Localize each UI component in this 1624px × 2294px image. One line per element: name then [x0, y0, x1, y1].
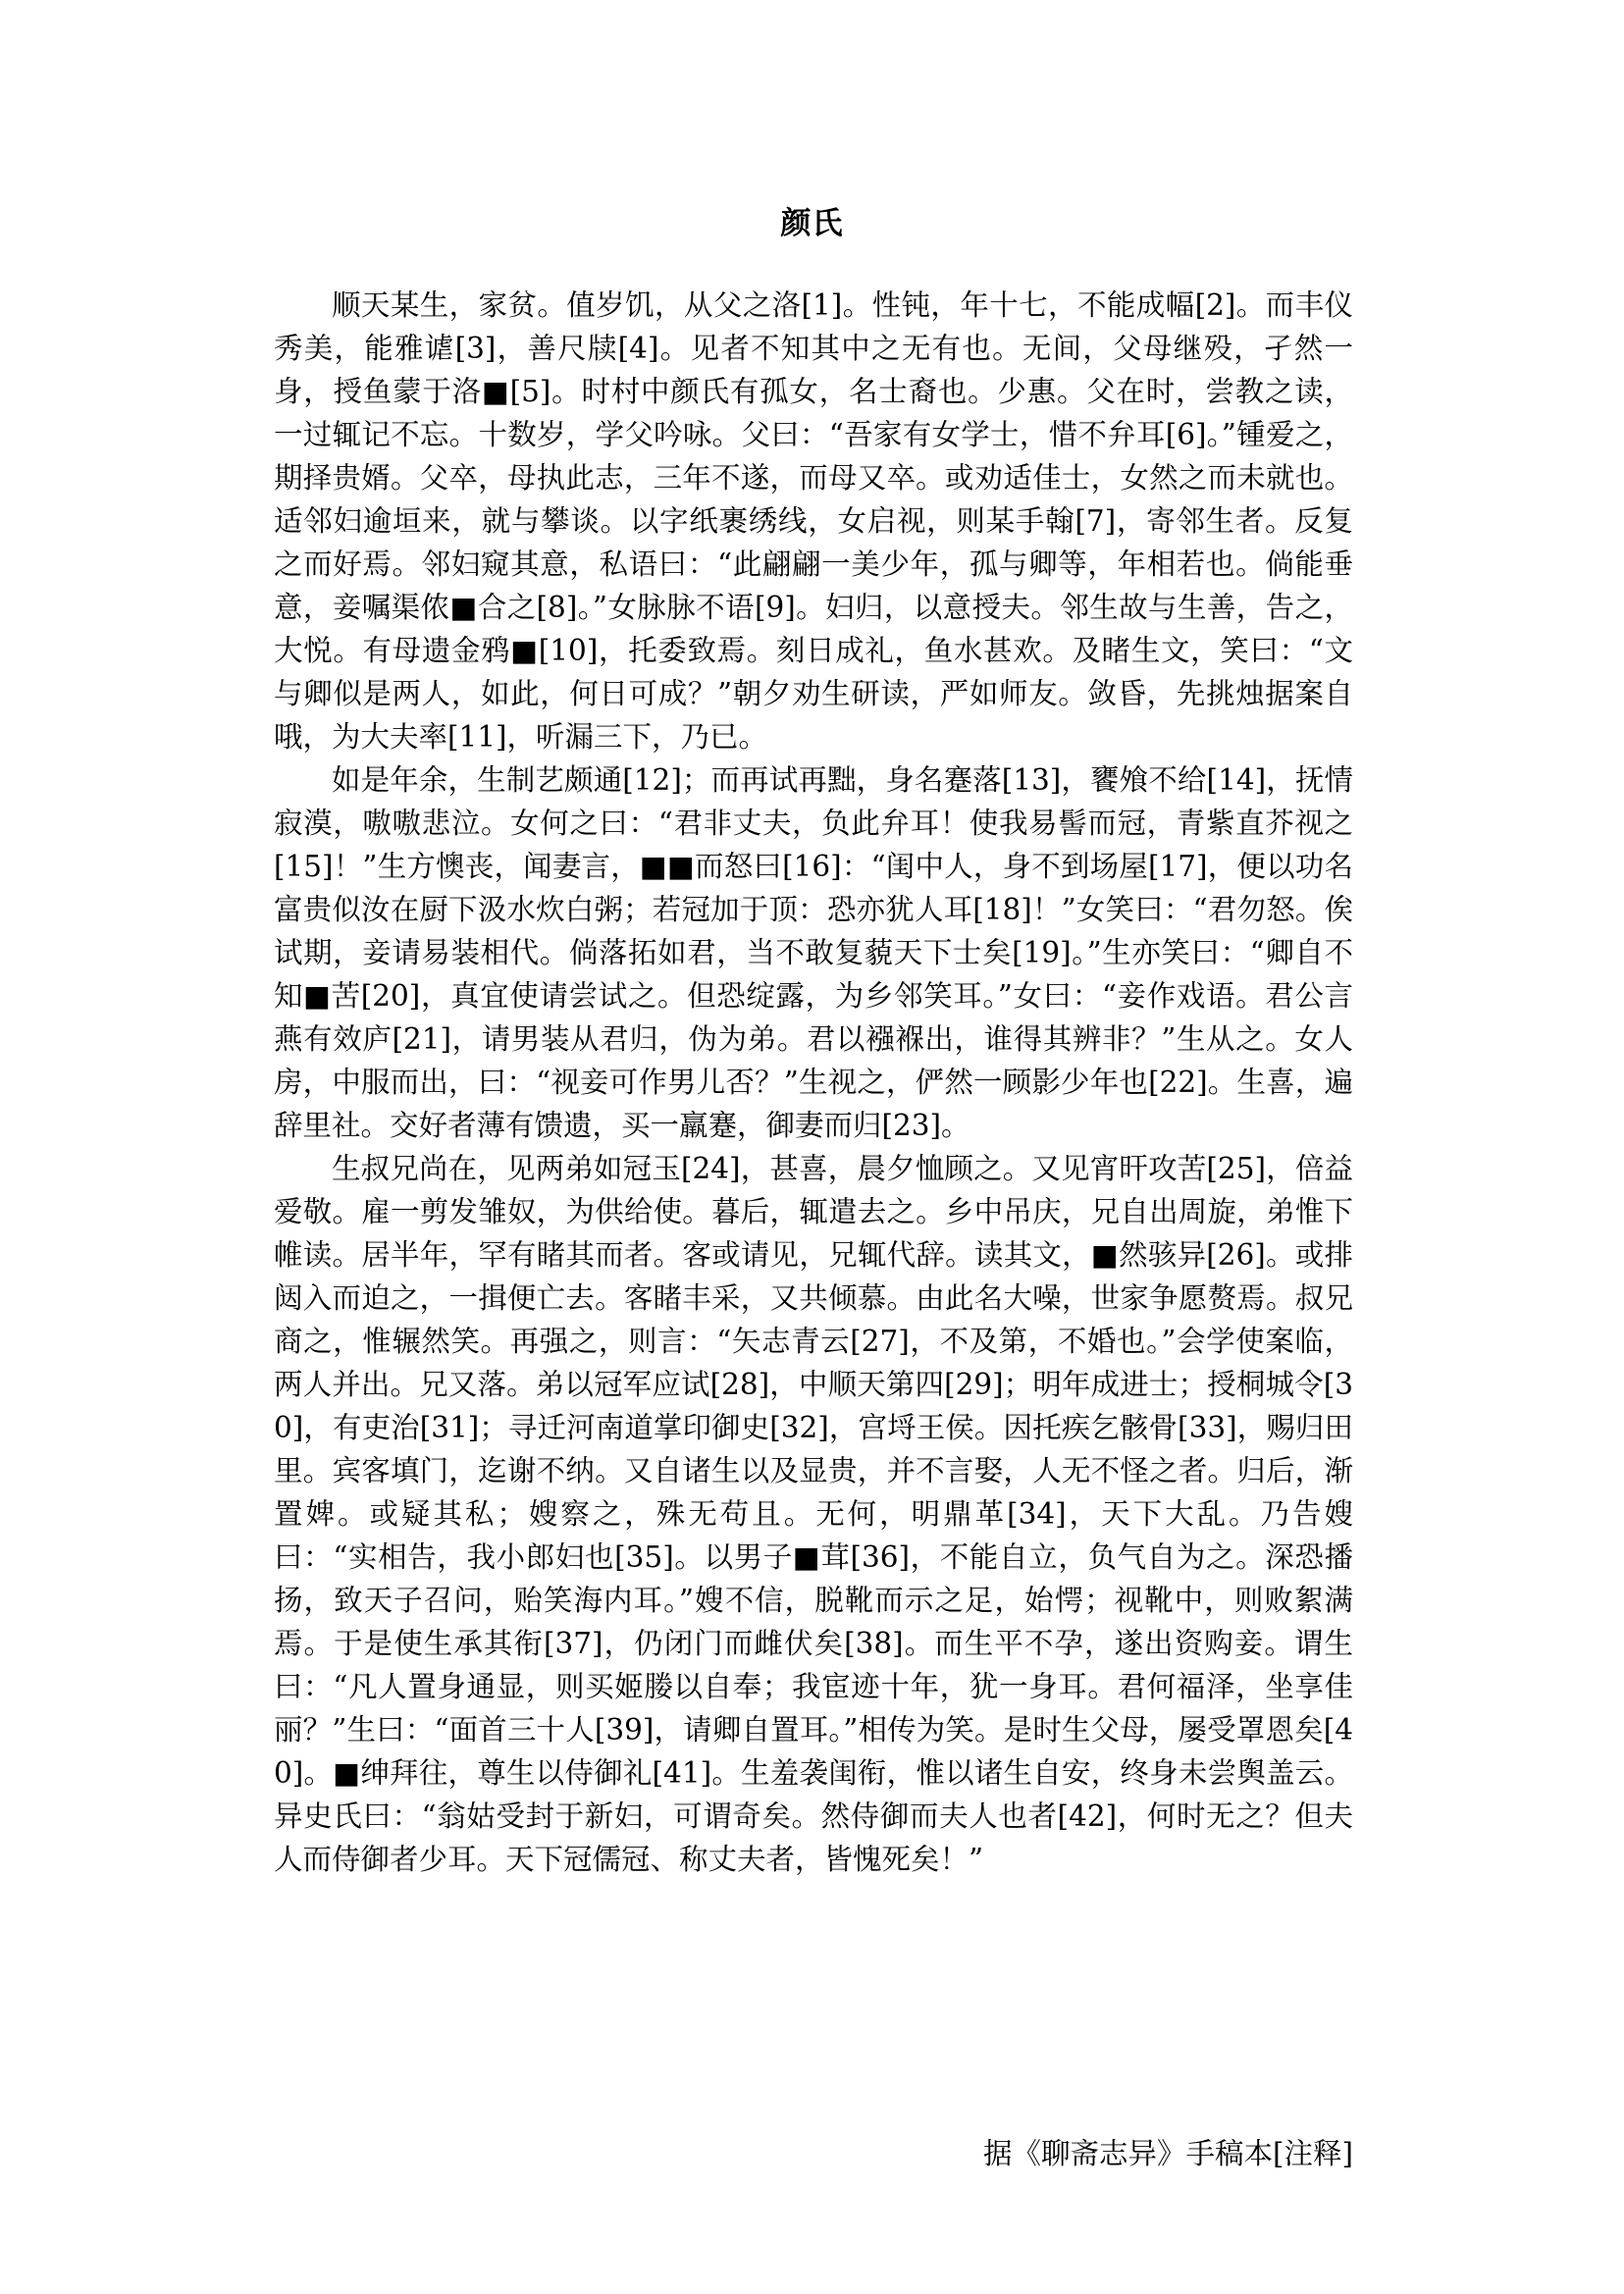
paragraph-2: 如是年余，生制艺颇通[12]；而再试再黜，身名蹇落[13]，饔飧不给[14]，抚情寂漠，嗷嗷悲泣。女何之曰：“君非丈夫，负此弁耳！使我易髻而冠，青紫直芥视之[15]！”生方懊丧，闻妻言，■■而怒曰[16]：“闺中人，身不到场屋[17]，便以功名富贵似汝在厨下汲水炊白粥；若冠加于顶：恐亦犹人耳[18]！”女笑曰：“君勿怒。俟试期，妾请易装相代。倘落拓如君，当不敢复藐天下士矣[19]。”生亦笑曰：“卿自不知■苦[20]，真宜使请尝试之。但恐绽露，为乡邻笑耳。”女曰：“妾作戏语。君公言燕有效庐[21]，请男装从君归，伪为弟。君以襁褓出，谁得其辨非？”生从之。女人房，中服而出，曰：“视妾可作男儿否？”生视之，俨然一顾影少年也[22]。生喜，遍辞里社。交好者薄有馈遗，买一羸蹇，御妻而归[23]。	[274, 763, 1354, 1142]
paragraph-1: 顺天某生，家贫。值岁饥，从父之洛[1]。性钝，年十七，不能成幅[2]。而丰仪秀美，能雅谑[3]，善尺牍[4]。见者不知其中之无有也。无间，父母继殁，孑然一身，授鱼蒙于洛■[5]。时村中颜氏有孤女，名士裔也。少惠。父在时，尝教之读，一过辄记不忘。十数岁，学父吟咏。父曰：“吾家有女学士，惜不弁耳[6]。”锺爱之，期择贵婿。父卒，母执此志，三年不遂，而母又卒。或劝适佳士，女然之而未就也。适邻妇逾垣来，就与攀谈。以字纸裹绣线，女启视，则某手翰[7]，寄邻生者。反复之而好焉。邻妇窥其意，私语曰：“此翩翩一美少年，孤与卿等，年相若也。倘能垂意，妾嘱渠侬■合之[8]。”女脉脉不语[9]。妇归，以意授夫。邻生故与生善，告之，大悦。有母遗金鸦■[10]，托委致焉。刻日成礼，鱼水甚欢。及睹生文，笑曰：“文与卿似是两人，如此，何日可成？”朝夕劝生研读，严如师友。敛昏，先挑烛据案自哦，为大夫率[11]，听漏三下，乃已。	[274, 288, 1353, 754]
document-title: 颜氏	[780, 206, 844, 241]
source-note: 据《聊斋志异》手稿本[注释]	[982, 2137, 1353, 2170]
document-body	[274, 284, 1353, 1881]
paragraph-3: 生叔兄尚在，见两弟如冠玉[24]，甚喜，晨夕恤顾之。又见宵旰攻苦[25]，倍益爱敬。雇一剪发雏奴，为供给使。暮后，辄遣去之。乡中吊庆，兄自出周旋，弟惟下帷读。居半年，罕有睹其而者。客或请见，兄辄代辞。读其文，■然骇异[26]。或排闼入而迫之，一揖便亡去。客睹丰采，又共倾慕。由此名大噪，世家争愿赘焉。叔兄商之，惟辗然笑。再强之，则言：“矢志青云[27]，不及第，不婚也。”会学使案临，两人并出。兄又落。弟以冠军应试[28]，中顺天第四[29]；明年成进士；授桐城令[30]，有吏治[31]；寻迁河南道掌印御史[32]，宫埒王侯。因托疾乞骸骨[33]，赐归田里。宾客填门，迄谢不纳。又自诸生以及显贵，并不言娶，人无不怪之者。归后，渐置婢。或疑其私；嫂察之，殊无苟且。无何，明鼎革[34]，天下大乱。乃告嫂曰：“实相告，我小郎妇也[35]。以男子■茸[36]，不能自立，负气自为之。深恐播扬，致天子召问，贻笑海内耳。”嫂不信，脱靴而示之足，始愕；视靴中，则败絮满焉。于是使生承其衔[37]，仍闭门而雌伏矣[38]。而生平不孕，遂出资购妾。谓生曰：“凡人置身通显，则买姬媵以自奉；我宦迹十年，犹一身耳。君何福泽，坐享佳丽？”生曰：“面首三十人[39]，请卿自置耳。”相传为笑。是时生父母，屡受罩恩矣[40]。■绅拜往，尊生以侍御礼[41]。生羞袭闺衔，惟以诸生自安，终身未尝舆盖云。异史氏曰：“翁姑受封于新妇，可谓奇矣。然侍御而夫人也者[42]，何时无之？但夫人而侍御者少耳。天下冠儒冠、称丈夫者，皆愧死矣！”	[274, 1152, 1353, 1876]
